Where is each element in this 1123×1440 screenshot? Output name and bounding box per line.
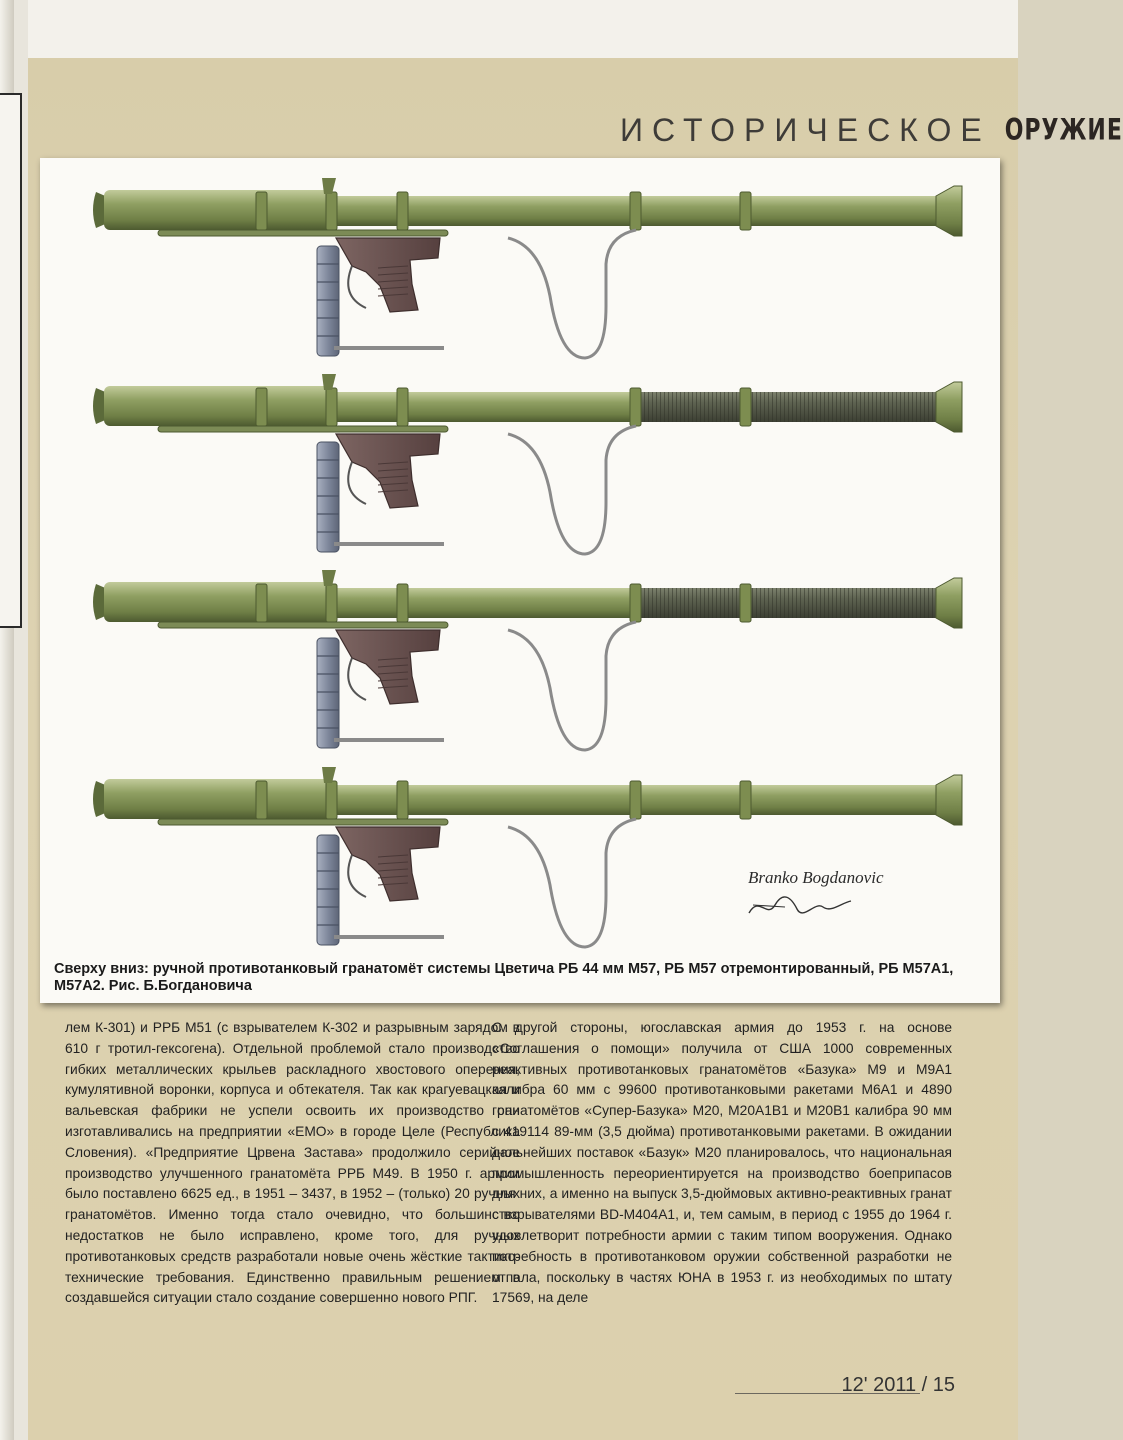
tube-band [326, 388, 337, 426]
illustration-panel [40, 158, 1000, 1003]
muzzle [936, 186, 962, 236]
tube-band [326, 584, 337, 622]
magazine-logo: ОРУЖИЕ [1004, 113, 1123, 147]
pistol-grip [336, 630, 440, 704]
tube-band [397, 781, 408, 819]
tube-band [740, 781, 751, 819]
battery-stock [317, 835, 339, 945]
muzzle [936, 382, 962, 432]
tube-band [630, 781, 641, 819]
wire-wrap [640, 392, 936, 422]
launcher-2 [93, 374, 962, 554]
tube-band [397, 388, 408, 426]
trigger-guard [348, 266, 366, 308]
launchers-group [93, 178, 962, 947]
shoulder-rest [508, 819, 636, 947]
battery-stock [317, 442, 339, 552]
rear-section [104, 779, 330, 819]
muzzle [936, 578, 962, 628]
battery-stock [317, 638, 339, 748]
battery-stock [317, 246, 339, 356]
shoulder-rest [508, 622, 636, 750]
launcher-3 [93, 570, 962, 750]
lower-rod [158, 819, 448, 825]
text-column-left: лем К-301) и РРБ М51 (с взрывателем К-302 и разрывным зарядом в 610 г тротил-гексогена). Отдельной проблемой стало производство гибких металлических крыльев раскладного хвостового оперения, кумулятивной воронки, корпуса и обтекателя. Так как крагуевацкая и вальевская фабрики не успели освоить их производство они изготавливались на предприятии «ЕМО» в городе Целе (Республика Словения). «Предприятие Црвена Застава» продолжило серийное производство улучшенного гранатомёта РРБ М49. В 1950 г. армии было поставлено 6625 ед., в 1951 – 3437, в 1952 – (только) 20 ручных гранатомётов. Именно тогда стало очевидно, что большинство недостатков не было исправлено, кроме того, для ручных противотанковых средств разработали новые очень жёсткие тактико-технические требования. Единственно правильным решением в создавшейся ситуации стало создание совершенно нового РПГ. [65, 1020, 520, 1306]
rear-section [104, 386, 330, 426]
text-column-right: С другой стороны, югославская армия до 1953 г. на основе «Соглашения о помощи» получила от США 1000 современных реактивных противотанковых гранатомётов «Базука» М9 и М9А1 калибра 60 мм с 99600 противотанковыми ракетами М6А1 и 4890 гранатомётов «Супер-Базука» М20, М20А1В1 и М20В1 калибра 90 мм с 419114 89-мм (3,5 дюйма) противотанковыми ракетами. В ожидании дальнейших поставок «Базук» М20 планировалось, что национальная промышленность переориентируется на производство боеприпасов для них, а именно на выпуск 3,5-дюймовых активно-реактивных гранат с взрывателями ВD-М404А1, и, тем самым, в период с 1955 до 1964 г. удовлетворит потребности армии с таким типом вооружения. Однако потребность в противотанковом оружии собственной разработки не отпала, поскольку в частях ЮНА в 1953 г. из необходимых по штату 17569, на деле [492, 1020, 952, 1306]
figure-caption: Сверху вниз: ручной противотанковый гранатомёт системы Цветича РБ 44 мм М57, РБ М57 отремонтированный, РБ М57А1, М57А2. Рис. Б.Богдановича [54, 961, 954, 994]
page-header [620, 110, 1123, 150]
tube-band [397, 584, 408, 622]
tube-band [326, 781, 337, 819]
tube-band [630, 584, 641, 622]
shoulder-rest [508, 230, 636, 358]
rear-section [104, 582, 330, 622]
signature-scribble [745, 891, 855, 921]
scan-edge [0, 0, 28, 1440]
tube-band [740, 584, 751, 622]
trigger-guard [348, 855, 366, 897]
previous-page-fragment [0, 93, 22, 628]
tube-band [630, 388, 641, 426]
tube-band [740, 388, 751, 426]
rear-section [104, 190, 330, 230]
tube-band [630, 192, 641, 230]
tube-band [256, 584, 267, 622]
base-bar [334, 738, 444, 742]
trigger-guard [348, 658, 366, 700]
tube-band [256, 388, 267, 426]
tube-band [326, 192, 337, 230]
lower-rod [158, 230, 448, 236]
pistol-grip [336, 827, 440, 901]
base-bar [334, 346, 444, 350]
base-bar [334, 935, 444, 939]
trigger-guard [348, 462, 366, 504]
wire-wrap [640, 588, 936, 618]
muzzle [936, 775, 962, 825]
pistol-grip [336, 238, 440, 312]
lower-rod [158, 426, 448, 432]
launcher-1 [93, 178, 962, 358]
page-number: 12' 2011 / 15 [841, 1374, 955, 1396]
tube-band [740, 192, 751, 230]
tube-band [397, 192, 408, 230]
tube-band [256, 781, 267, 819]
pistol-grip [336, 434, 440, 508]
tube-band [256, 192, 267, 230]
launchers-illustration [40, 158, 1000, 958]
section-title: ИСТОРИЧЕСКОЕ [620, 111, 991, 148]
base-bar [334, 542, 444, 546]
shoulder-rest [508, 426, 636, 554]
lower-rod [158, 622, 448, 628]
artist-signature: Branko Bogdanovic [748, 868, 884, 887]
scan-top-margin [28, 0, 1018, 58]
